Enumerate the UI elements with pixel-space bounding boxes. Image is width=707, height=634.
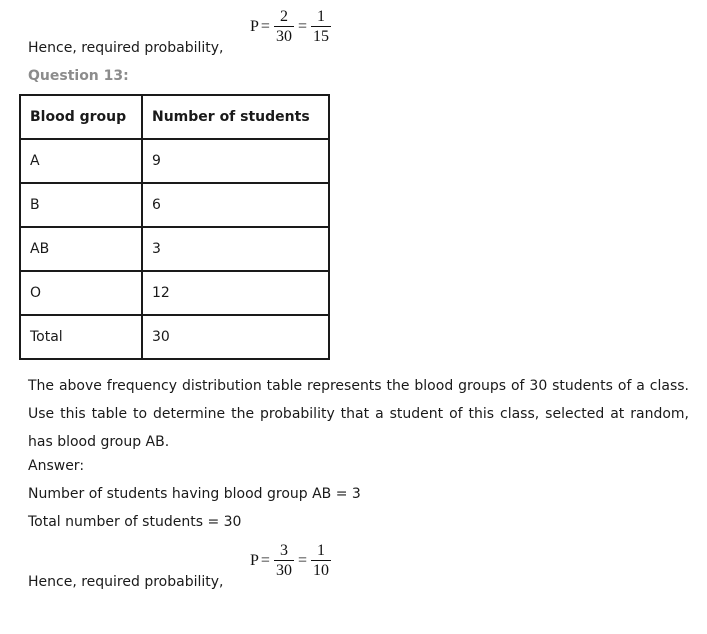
fraction — [311, 542, 331, 580]
bottom-probability-formula — [250, 542, 333, 580]
question-text: The above frequency distribution table represents the blood groups of 30 students of a class. Use this table to determine the probability that a student of this class, selected at random, has blood group AB. — [28, 378, 689, 450]
equals-sign: = — [297, 552, 307, 569]
denominator: 15 — [312, 28, 329, 45]
table-header-cell: Blood group — [20, 95, 142, 139]
table-cell: 9 — [142, 139, 329, 183]
table-cell: 12 — [142, 271, 329, 315]
formula-lhs: P — [250, 552, 259, 569]
fraction — [274, 8, 294, 46]
answer-line: Total number of students = 30 — [28, 514, 242, 530]
table-row — [20, 183, 329, 227]
table-cell: 3 — [142, 227, 329, 271]
probability-label-top: Hence, required probability, — [28, 40, 224, 56]
table-row — [20, 139, 329, 183]
answer-line: Number of students having blood group AB = 3 — [28, 486, 361, 502]
fraction — [274, 542, 294, 580]
table-header-cell: Number of students — [142, 95, 329, 139]
denominator: 30 — [275, 562, 292, 579]
probability-label-bottom: Hence, required probability, — [28, 574, 224, 590]
equals-sign: = — [297, 18, 307, 35]
numerator: 1 — [316, 542, 325, 559]
equals-sign: = — [260, 18, 270, 35]
table-cell: Total — [20, 315, 142, 359]
blood-group-table — [19, 94, 330, 360]
denominator: 10 — [312, 562, 329, 579]
table-header-row — [20, 95, 329, 139]
formula-lhs: P — [250, 18, 259, 35]
top-probability-formula — [250, 8, 333, 46]
answer-label: Answer: — [28, 458, 85, 474]
table-cell: B — [20, 183, 142, 227]
numerator: 3 — [279, 542, 288, 559]
table-cell: 6 — [142, 183, 329, 227]
equals-sign: = — [260, 552, 270, 569]
table-cell: 30 — [142, 315, 329, 359]
table-cell: O — [20, 271, 142, 315]
numerator: 1 — [316, 8, 325, 25]
table-cell: A — [20, 139, 142, 183]
table-cell: AB — [20, 227, 142, 271]
denominator: 30 — [275, 28, 292, 45]
table-row — [20, 227, 329, 271]
fraction — [311, 8, 331, 46]
numerator: 2 — [279, 8, 288, 25]
table-row — [20, 271, 329, 315]
question-heading: Question 13: — [28, 68, 129, 84]
table-row — [20, 315, 329, 359]
